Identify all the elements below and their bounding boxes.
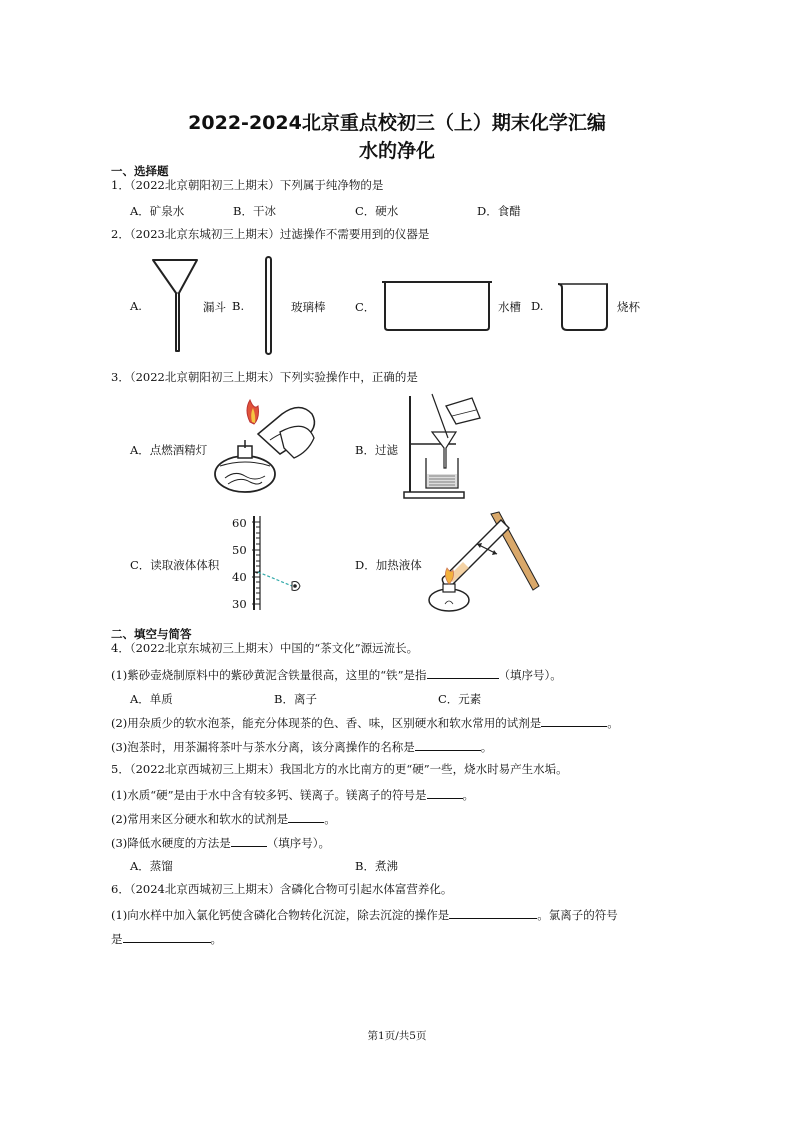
question-5-part-1 bbox=[111, 786, 474, 802]
q1-option-c: C．硬水 bbox=[355, 204, 399, 218]
q6-part-1-blank[interactable] bbox=[449, 906, 537, 919]
q5-part-3-text: (3)降低水硬度的方法是 bbox=[111, 836, 231, 850]
question-5-part-2 bbox=[111, 810, 336, 826]
funnel-image bbox=[150, 257, 200, 355]
page-subtitle: 水的净化 bbox=[358, 140, 435, 162]
q6-part-1-line2-blank[interactable] bbox=[123, 930, 211, 943]
glass-rod-image bbox=[265, 256, 273, 356]
q2-option-d-letter: D. bbox=[531, 299, 544, 313]
q5-part-2-blank[interactable] bbox=[288, 810, 324, 823]
q4-part-3-tail: 。 bbox=[480, 740, 493, 754]
section-heading-fill: 二、填空与简答 bbox=[111, 627, 192, 641]
q5-part-3-tail: （填序号）。 bbox=[266, 836, 331, 850]
q3-option-c: C．读取液体体积 bbox=[130, 558, 220, 572]
q3-option-b: B．过滤 bbox=[355, 443, 398, 457]
q6-part-1-line2-tail: 。 bbox=[210, 932, 222, 946]
lighting-alcohol-lamp-image bbox=[210, 396, 320, 496]
question-6-part-1-line-2 bbox=[111, 930, 222, 946]
cylinder-tick-50: 50 bbox=[232, 543, 247, 557]
q2-option-a-letter: A. bbox=[130, 299, 142, 313]
question-4-part-1 bbox=[111, 666, 562, 682]
q4-part-2-blank[interactable] bbox=[541, 714, 607, 727]
section-heading-choice: 一、选择题 bbox=[111, 164, 169, 178]
question-5-stem: 5．（2022北京西城初三上期末）我国北方的水比南方的更“硬”一些，烧水时易产生水垢。 bbox=[111, 762, 568, 776]
q6-part-1-tail: 。氯离子的符号 bbox=[537, 908, 618, 922]
q4-part-2-tail: 。 bbox=[607, 716, 619, 730]
q2-option-c-label: 水槽 bbox=[498, 300, 521, 314]
q4-part-3-blank[interactable] bbox=[415, 738, 481, 751]
question-4-part-2 bbox=[111, 714, 619, 730]
q6-part-1-text: (1)向水样中加入氯化钙使含磷化合物转化沉淀，除去沉淀的操作是 bbox=[111, 908, 450, 922]
q1-option-b: B．干冰 bbox=[233, 204, 276, 218]
q4-part-1-tail: （填序号）。 bbox=[498, 668, 562, 682]
q4-part-1-blank[interactable] bbox=[427, 666, 499, 679]
q5-part-1-tail: 。 bbox=[462, 788, 475, 802]
q2-option-b-letter: B. bbox=[232, 299, 245, 313]
question-1-stem: 1．（2022北京朝阳初三上期末）下列属于纯净物的是 bbox=[111, 178, 384, 192]
page-title: 2022-2024北京重点校初三（上）期末化学汇编 bbox=[188, 112, 606, 134]
q4-option-b: B．离子 bbox=[274, 692, 317, 706]
beaker-image bbox=[556, 281, 611, 333]
q3-option-a: A．点燃酒精灯 bbox=[130, 443, 208, 457]
q5-part-3-blank[interactable] bbox=[231, 834, 267, 847]
q3-option-d: D．加热液体 bbox=[355, 558, 422, 572]
q5-option-a: A．蒸馏 bbox=[130, 859, 173, 873]
question-6-part-1 bbox=[111, 906, 618, 922]
q5-part-2-text: (2)常用来区分硬水和软水的试剂是 bbox=[111, 812, 289, 826]
q1-option-d: D．食醋 bbox=[477, 204, 521, 218]
q4-part-2-text: (2)用杂质少的软水泡茶，能充分体现茶的色、香、味，区别硬水和软水常用的试剂是 bbox=[111, 716, 542, 730]
cylinder-tick-30: 30 bbox=[232, 597, 247, 611]
q5-part-1-blank[interactable] bbox=[427, 786, 463, 799]
q5-part-1-text: (1)水质“硬”是由于水中含有较多钙、镁离子。镁离子的符号是 bbox=[111, 788, 427, 802]
question-4-stem: 4．（2022北京东城初三上期末）中国的“茶文化”源远流长。 bbox=[111, 641, 419, 655]
question-4-part-3 bbox=[111, 738, 492, 754]
filtration-setup-image bbox=[402, 392, 484, 502]
question-6-stem: 6．（2024北京西城初三上期末）含磷化合物可引起水体富营养化。 bbox=[111, 882, 453, 896]
q4-part-3-text: (3)泡茶时，用茶漏将茶叶与茶水分离，该分离操作的名称是 bbox=[111, 740, 415, 754]
cylinder-tick-40: 40 bbox=[232, 570, 247, 584]
q4-part-1-text: (1)紫砂壶烧制原料中的紫砂黄泥含铁量很高，这里的“铁”是指 bbox=[111, 668, 427, 682]
q2-option-d-label: 烧杯 bbox=[617, 300, 640, 314]
question-5-part-3 bbox=[111, 834, 330, 850]
page-footer: 第1页/共5页 bbox=[367, 1030, 427, 1042]
heating-liquid-image bbox=[425, 508, 545, 614]
q4-option-c: C．元素 bbox=[438, 692, 482, 706]
q1-option-a: A．矿泉水 bbox=[130, 204, 185, 218]
q2-option-c-letter: C． bbox=[355, 300, 376, 314]
q6-part-1-line2-text: 是 bbox=[111, 932, 123, 946]
q2-option-a-label: 漏斗 bbox=[203, 300, 226, 314]
q5-option-b: B．煮沸 bbox=[355, 859, 398, 873]
question-3-stem: 3．（2022北京朝阳初三上期末）下列实验操作中，正确的是 bbox=[111, 370, 418, 384]
q5-part-2-tail: 。 bbox=[324, 812, 336, 826]
water-trough-image bbox=[382, 280, 492, 332]
cylinder-tick-60: 60 bbox=[232, 516, 247, 530]
q2-option-b-label: 玻璃棒 bbox=[291, 300, 326, 314]
q4-option-a: A．单质 bbox=[130, 692, 173, 706]
question-2-stem: 2．（2023北京东城初三上期末）过滤操作不需要用到的仪器是 bbox=[111, 227, 430, 241]
